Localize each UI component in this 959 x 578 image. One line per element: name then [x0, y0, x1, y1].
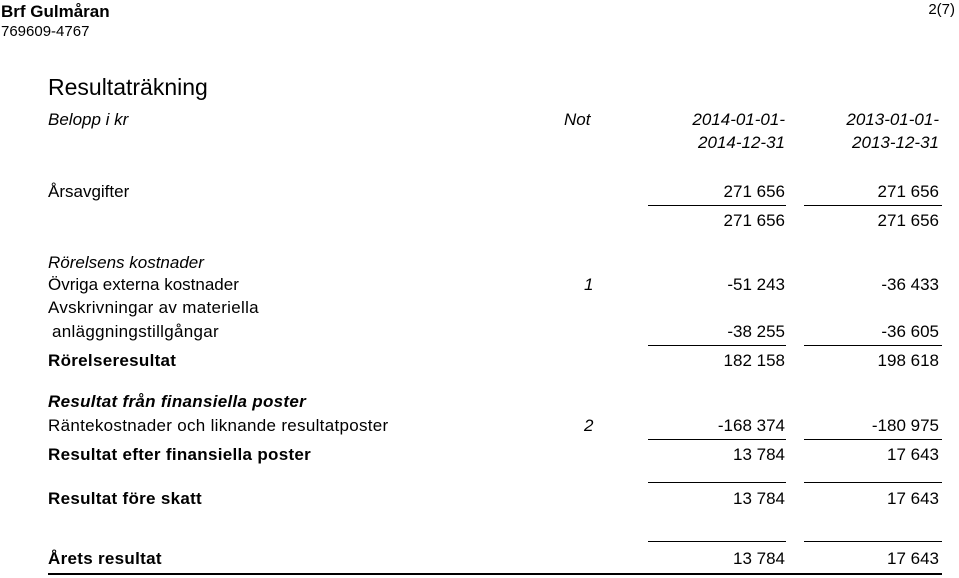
subtotal-rule-prior	[804, 541, 942, 542]
final-rule	[48, 573, 942, 575]
row-arets-resultat-prior: 17 643	[887, 549, 939, 568]
row-rantekostnader-label: Räntekostnader och liknande resultatposter	[48, 416, 389, 435]
row-ovriga-current: -51 243	[727, 275, 785, 294]
page-number: 2(7)	[928, 1, 955, 18]
row-rantekostnader-current: -168 374	[717, 416, 785, 435]
subtotal-rule-current	[648, 541, 786, 542]
note-column-header: Not	[564, 110, 591, 129]
row-arets-resultat-label: Årets resultat	[48, 549, 162, 568]
company-name: Brf Gulmåran	[1, 2, 110, 21]
row-efter-finansiella-current: 13 784	[733, 445, 785, 464]
row-efter-finansiella-prior: 17 643	[887, 445, 939, 464]
subtotal-rule-current	[648, 205, 786, 206]
org-number: 769609-4767	[1, 23, 90, 40]
row-efter-finansiella-label: Resultat efter finansiella poster	[48, 445, 312, 464]
row-arsavgifter-current: 271 656	[723, 182, 785, 201]
subtotal-rule-current	[648, 345, 786, 346]
row-fore-skatt-current: 13 784	[733, 489, 785, 508]
row-arsavgifter-label: Årsavgifter	[48, 182, 130, 201]
subtotal-rule-prior	[804, 439, 942, 440]
subtotal-rule-prior	[804, 345, 942, 346]
row-arsavgifter-prior: 271 656	[877, 182, 939, 201]
subtotal-rule-prior	[804, 205, 942, 206]
row-arets-resultat-current: 13 784	[733, 549, 785, 568]
row-fore-skatt-label: Resultat före skatt	[48, 489, 203, 508]
row-avskrivningar-label-line1: Avskrivningar av materiella	[48, 298, 259, 317]
prior-period-from: 2013-01-01-	[846, 110, 939, 129]
current-period-to: 2014-12-31	[698, 133, 785, 152]
subtotal-rule-current	[648, 482, 786, 483]
amount-unit-header: Belopp i kr	[48, 110, 129, 129]
subtotal-rule-prior	[804, 482, 942, 483]
row-avskrivningar-current: -38 255	[727, 322, 785, 341]
row-rorelseresultat-label: Rörelseresultat	[48, 351, 177, 370]
row-ovriga-prior: -36 433	[881, 275, 939, 294]
current-period-from: 2014-01-01-	[692, 110, 785, 129]
row-sum-intakter-prior: 271 656	[877, 211, 939, 230]
row-sum-intakter-current: 271 656	[723, 211, 785, 230]
page-title: Resultaträkning	[48, 74, 208, 100]
row-ovriga-label: Övriga externa kostnader	[48, 275, 239, 294]
row-rorelseresultat-current: 182 158	[723, 351, 785, 370]
row-fore-skatt-prior: 17 643	[887, 489, 939, 508]
row-rantekostnader-note: 2	[584, 416, 594, 435]
row-ovriga-note: 1	[584, 275, 594, 294]
row-avskrivningar-prior: -36 605	[881, 322, 939, 341]
prior-period-to: 2013-12-31	[852, 133, 939, 152]
section-heading-finansiella-poster: Resultat från finansiella poster	[48, 392, 307, 411]
row-rantekostnader-prior: -180 975	[871, 416, 939, 435]
row-avskrivningar-label-line2: anläggningstillgångar	[52, 322, 219, 341]
row-rorelseresultat-prior: 198 618	[877, 351, 939, 370]
subtotal-rule-current	[648, 439, 786, 440]
section-heading-rorelsens-kostnader: Rörelsens kostnader	[48, 253, 204, 272]
